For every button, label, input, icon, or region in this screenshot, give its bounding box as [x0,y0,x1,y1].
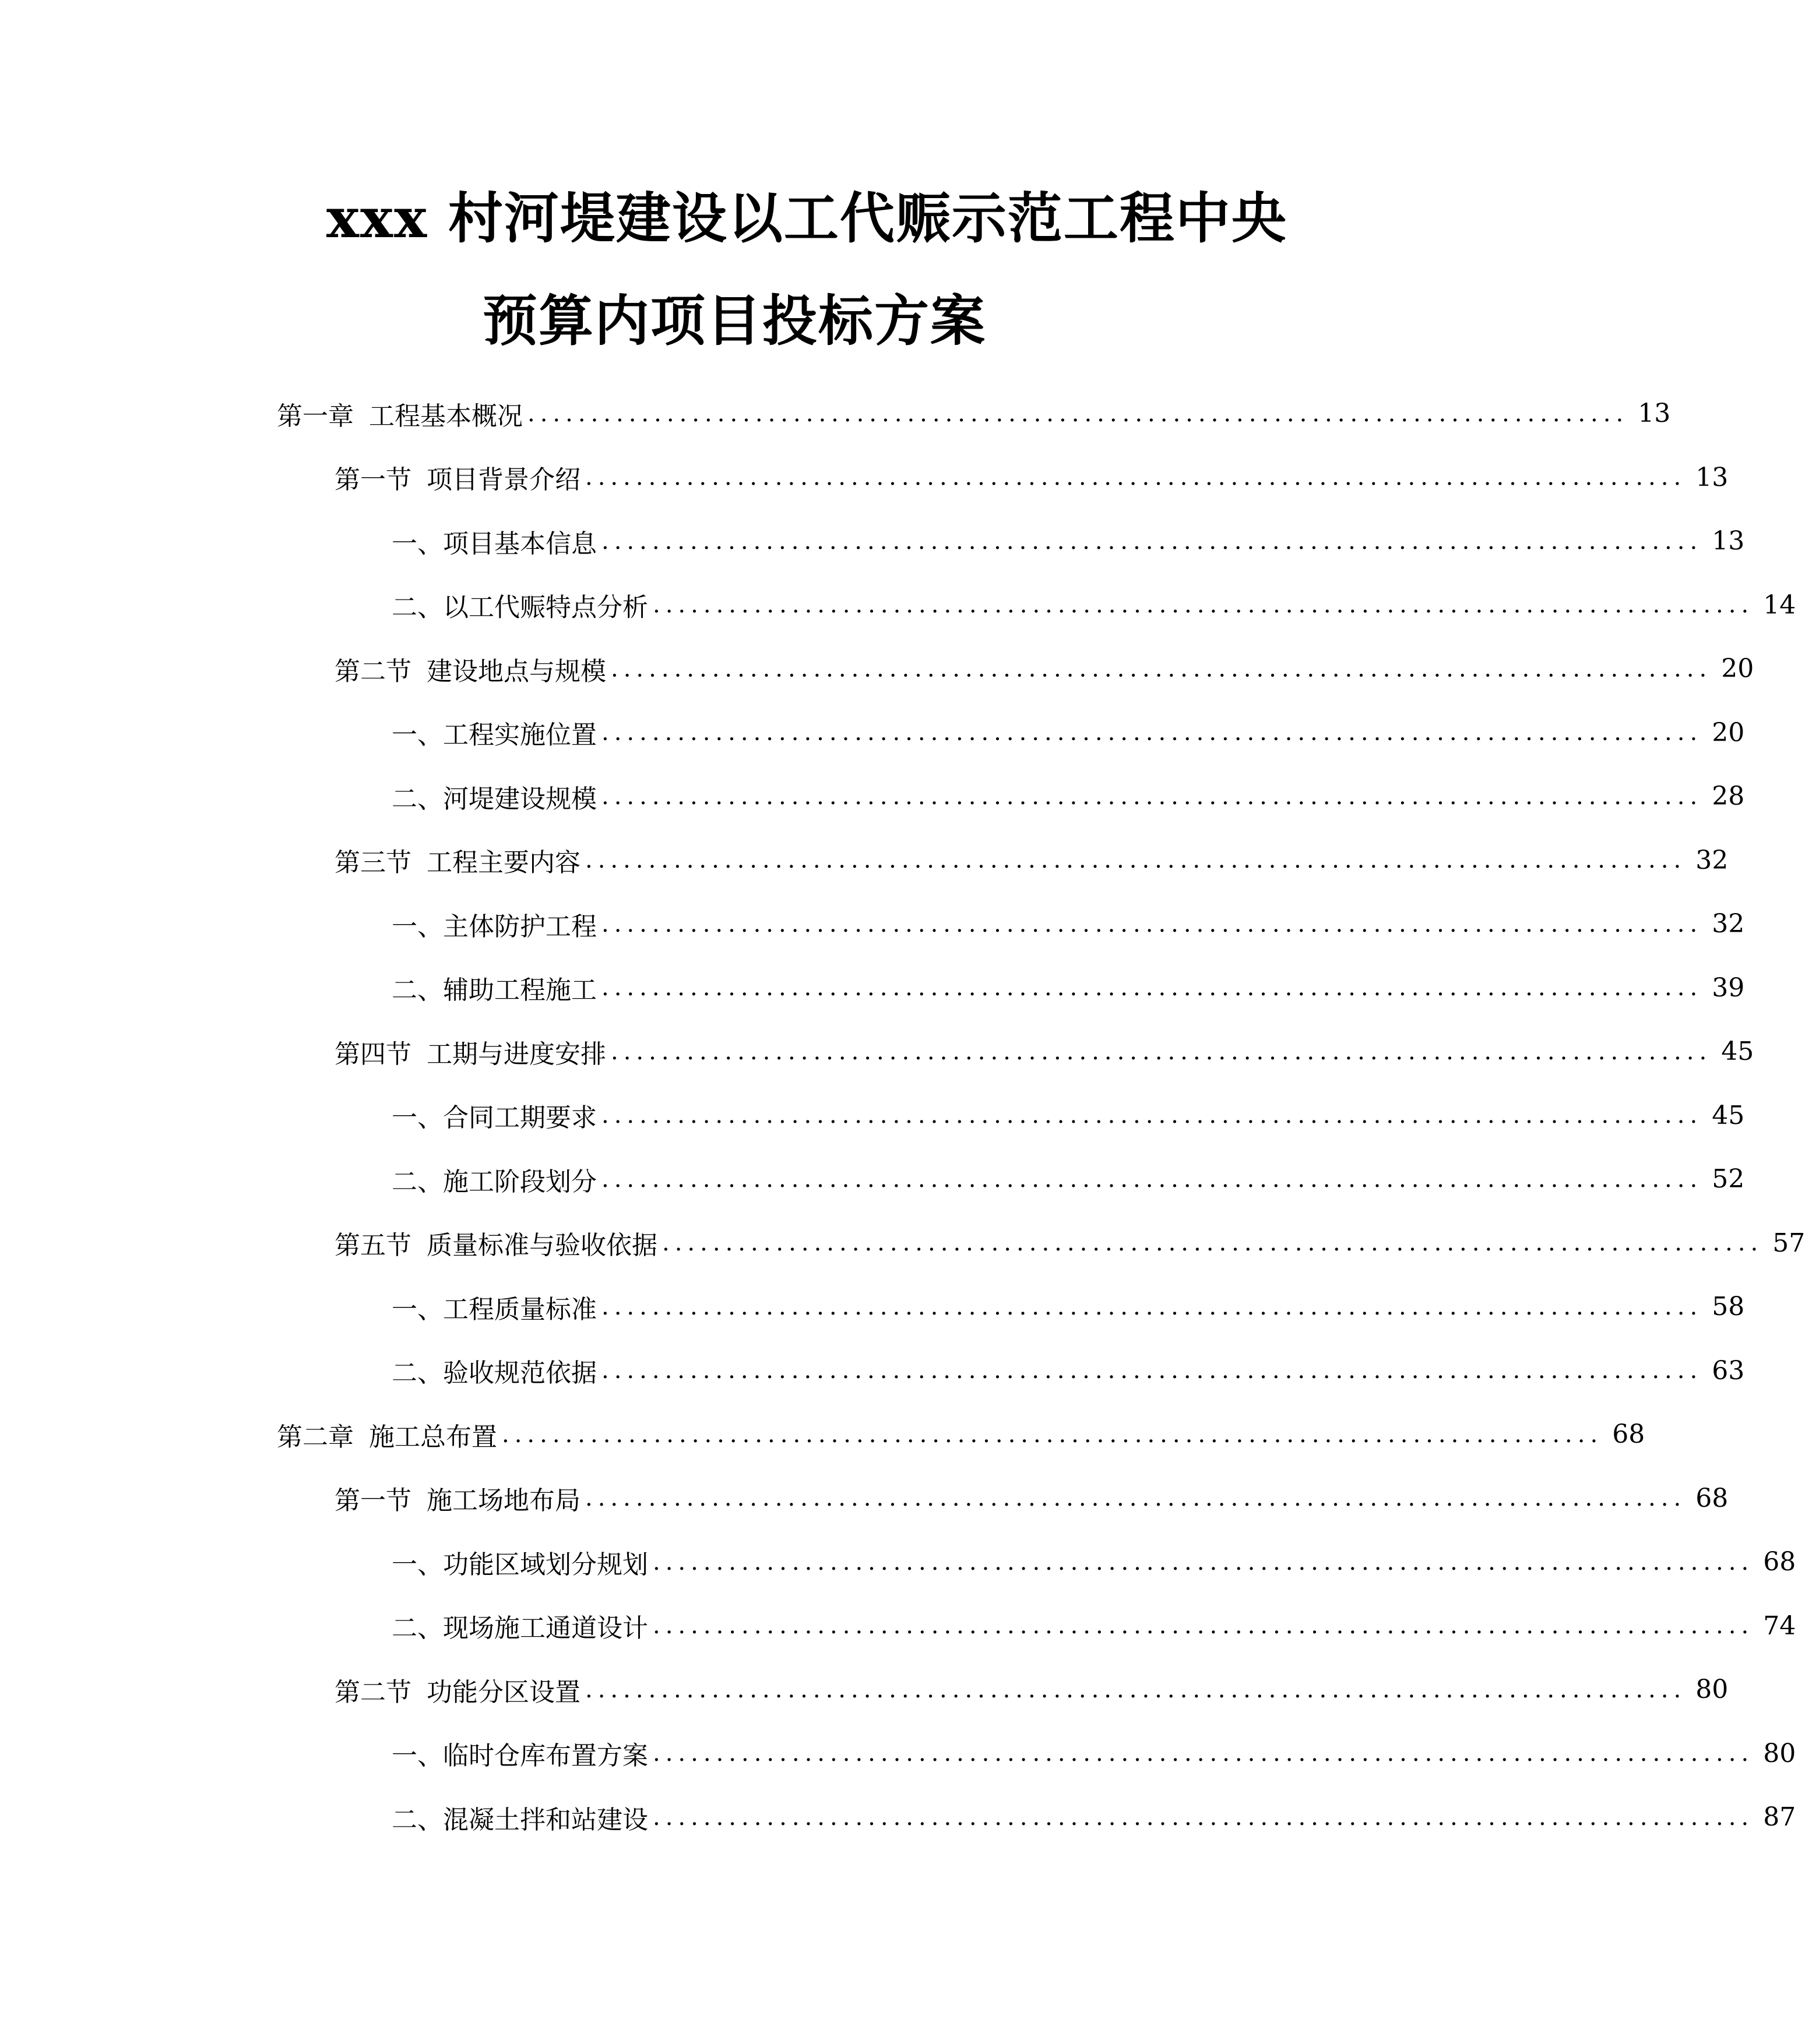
toc-entry-page: 74 [1763,1610,1796,1641]
toc-entry[interactable] [0,1275,1745,1339]
toc-entry-page: 45 [1712,1100,1745,1130]
table-of-contents [0,382,1805,1849]
toc-entry-title: 工程质量标准 [443,1294,597,1324]
toc-entry-number: 二、 [392,975,443,1006]
toc-entry-title: 辅助工程施工 [443,975,597,1006]
toc-entry-page: 68 [1695,1483,1729,1513]
toc-entry-title: 施工总布置 [369,1422,497,1452]
toc-entry-number: 第二章 [277,1422,354,1452]
toc-entry-number: 二、 [392,1805,443,1835]
toc-entry[interactable] [0,1211,1805,1275]
toc-entry[interactable] [0,1722,1796,1786]
toc-dot-leader: ....................................................................................... [662,1229,1764,1257]
toc-entry-page: 20 [1712,717,1745,748]
toc-dot-leader: ....................................................................................... [601,1165,1703,1193]
toc-entry-page: 45 [1721,1037,1754,1067]
toc-entry-number: 第三节 [335,848,411,878]
toc-entry-page: 68 [1612,1419,1645,1450]
toc-entry-title: 功能区域划分规划 [443,1549,648,1580]
toc-entry-page: 58 [1712,1292,1745,1322]
toc-entry-title: 工期与进度安排 [427,1039,606,1069]
toc-entry[interactable] [0,764,1745,829]
toc-entry-number: 第五节 [335,1231,411,1261]
toc-entry[interactable] [0,1339,1745,1403]
toc-entry-page: 20 [1721,654,1754,684]
toc-entry-number: 二、 [392,593,443,623]
toc-entry-number: 第二节 [335,656,411,686]
toc-entry-number: 二、 [392,1613,443,1644]
toc-entry-title: 质量标准与验收依据 [427,1231,657,1261]
toc-dot-leader: ....................................................................................... [653,1612,1754,1640]
toc-entry-title: 施工阶段划分 [443,1167,597,1197]
toc-entry-title: 建设地点与规模 [427,656,606,686]
toc-dot-leader: ....................................................................................... [653,1740,1754,1767]
toc-entry[interactable] [0,1594,1796,1658]
toc-entry[interactable] [0,1467,1729,1531]
toc-entry[interactable] [0,1658,1729,1722]
toc-entry-page: 32 [1695,845,1729,875]
toc-entry-page: 80 [1695,1675,1729,1705]
toc-dot-leader: ....................................................................................... [502,1421,1603,1448]
toc-entry[interactable] [0,1084,1745,1148]
toc-entry-page: 57 [1772,1228,1805,1258]
toc-dot-leader: ....................................................................................... [601,719,1703,746]
document-title-line-2: 预算内项目投标方案 [483,289,987,353]
toc-entry[interactable] [0,1020,1754,1084]
toc-entry-number: 第一节 [335,465,411,495]
toc-entry-title: 验收规范依据 [443,1358,597,1388]
toc-dot-leader: ....................................................................................... [601,1357,1703,1384]
toc-entry-number: 一、 [392,1741,443,1771]
toc-entry-page: 32 [1712,909,1745,939]
toc-entry-title: 工程主要内容 [427,848,580,878]
toc-entry-number: 一、 [392,528,443,559]
toc-entry-number: 二、 [392,1167,443,1197]
toc-dot-leader: ....................................................................................... [611,1038,1712,1065]
toc-entry[interactable] [0,1530,1796,1594]
toc-entry[interactable] [0,892,1745,956]
toc-dot-leader: ....................................................................................... [585,1676,1687,1703]
document-title-line-1: xxx 村河堤建设以工代赈示范工程中央 [326,186,1287,251]
toc-entry-page: 13 [1695,462,1729,492]
toc-entry-page: 39 [1712,972,1745,1003]
toc-dot-leader: ....................................................................................... [611,655,1712,682]
toc-entry-page: 28 [1712,781,1745,812]
toc-entry-number: 一、 [392,1294,443,1324]
toc-entry-title: 施工场地布局 [427,1486,580,1516]
toc-dot-leader: ....................................................................................... [601,1102,1703,1129]
toc-entry[interactable] [0,956,1745,1020]
toc-entry-title: 项目基本信息 [443,528,597,559]
toc-entry-title: 混凝土拌和站建设 [443,1805,648,1835]
toc-entry-page: 63 [1712,1355,1745,1386]
toc-entry-title: 工程基本概况 [369,401,523,431]
toc-entry[interactable] [0,1402,1645,1467]
toc-entry-page: 13 [1712,526,1745,556]
toc-dot-leader: ....................................................................................... [585,847,1687,874]
toc-entry-title: 合同工期要求 [443,1103,597,1133]
toc-entry[interactable] [0,637,1754,701]
toc-dot-leader: ....................................................................................... [653,591,1754,619]
toc-entry-number: 第四节 [335,1039,411,1069]
toc-entry-page: 80 [1763,1738,1796,1768]
toc-dot-leader: ....................................................................................... [601,910,1703,938]
toc-dot-leader: ....................................................................................... [585,1485,1687,1512]
toc-entry-title: 临时仓库布置方案 [443,1741,648,1771]
toc-dot-leader: ....................................................................................... [601,1293,1703,1320]
toc-entry-title: 主体防护工程 [443,911,597,942]
toc-entry-title: 功能分区设置 [427,1677,580,1707]
toc-entry-number: 第一节 [335,1486,411,1516]
toc-entry-number: 一、 [392,1549,443,1580]
toc-entry-title: 项目背景介绍 [427,465,580,495]
toc-entry[interactable] [0,1147,1745,1211]
toc-entry[interactable] [0,509,1745,573]
toc-entry-page: 68 [1763,1547,1796,1577]
toc-entry[interactable] [0,1785,1796,1849]
toc-entry-page: 87 [1763,1802,1796,1832]
toc-entry-number: 第二节 [335,1677,411,1707]
toc-entry-page: 52 [1712,1164,1745,1194]
toc-dot-leader: ....................................................................................... [601,527,1703,555]
toc-entry[interactable] [0,829,1729,893]
toc-entry[interactable] [0,701,1745,765]
toc-entry[interactable] [0,382,1671,446]
toc-dot-leader: ....................................................................................... [527,400,1629,427]
toc-entry-number: 第一章 [277,401,354,431]
toc-entry[interactable] [0,573,1796,637]
toc-dot-leader: ....................................................................................... [585,464,1687,491]
toc-entry[interactable] [0,446,1729,510]
toc-dot-leader: ....................................................................................... [601,783,1703,810]
toc-entry-number: 二、 [392,784,443,814]
toc-entry-title: 工程实施位置 [443,720,597,750]
toc-dot-leader: ....................................................................................... [653,1548,1754,1576]
toc-entry-number: 一、 [392,1103,443,1133]
toc-dot-leader: ....................................................................................... [653,1803,1754,1831]
toc-entry-page: 14 [1763,590,1796,620]
toc-entry-title: 河堤建设规模 [443,784,597,814]
toc-entry-number: 一、 [392,911,443,942]
toc-dot-leader: ....................................................................................... [601,974,1703,1002]
toc-entry-number: 二、 [392,1358,443,1388]
toc-entry-number: 一、 [392,720,443,750]
toc-entry-title: 现场施工通道设计 [443,1613,648,1644]
toc-entry-title: 以工代赈特点分析 [443,593,648,623]
toc-entry-page: 13 [1638,399,1671,429]
